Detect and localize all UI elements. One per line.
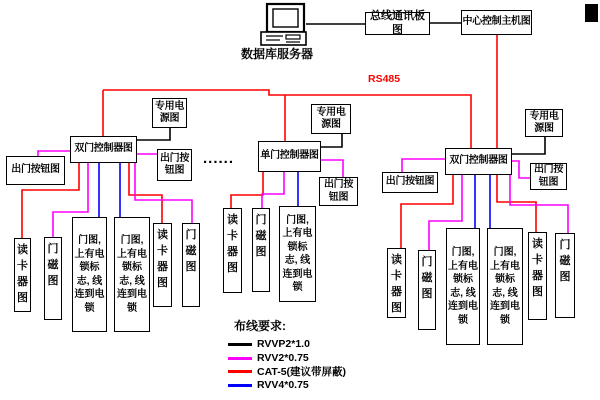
legend-swatch-red <box>228 370 252 373</box>
wire <box>402 159 445 172</box>
comm-power-wires <box>137 23 545 154</box>
controller-right-box: 双门控制器图 <box>445 148 512 175</box>
card-reader-box: 读卡器图 <box>528 232 547 320</box>
legend-item-cat5: CAT-5(建议带屏蔽) <box>228 365 346 377</box>
exit-button-left-2-box: 出门按钮图 <box>157 149 192 181</box>
legend-item-rvv2: RVV2*0.75 <box>228 352 309 364</box>
door-magnet-box: 门磁图 <box>555 233 575 318</box>
door-with-lock-box: 门图,上有电锁标志, 线连到电锁 <box>114 217 150 332</box>
door-magnet-box: 门磁图 <box>44 237 62 320</box>
wire <box>512 137 545 154</box>
card-reader-box: 读卡器图 <box>387 248 406 318</box>
psu-right-box: 专用电源图 <box>525 109 563 137</box>
wire <box>137 128 170 140</box>
exit-button-right-2-box: 出门按钮图 <box>530 163 567 190</box>
door-magnet-box: 门磁图 <box>182 223 200 307</box>
computer-icon <box>261 4 306 45</box>
bus-board-box: 总线通讯板图 <box>365 12 430 35</box>
exit-button-right-1-box: 出门按钮图 <box>382 172 438 193</box>
card-reader-box: 读卡器图 <box>153 223 172 307</box>
psu-left-box: 专用电源图 <box>152 98 187 128</box>
door-magnet-box: 门磁图 <box>418 250 436 330</box>
exit-button-left-1-box: 出门按钮图 <box>6 156 65 185</box>
wire <box>262 172 284 208</box>
wire <box>512 161 530 178</box>
door-with-lock-box: 门图,上有电锁标志, 线连到电锁 <box>279 206 316 302</box>
card-reader-box: 读卡器图 <box>14 238 31 312</box>
psu-middle-box: 专用电源图 <box>311 104 351 134</box>
door-magnet-box: 门磁图 <box>252 208 270 292</box>
card-reader-box: 读卡器图 <box>223 208 242 293</box>
legend-item-rvv4: RVV4*0.75 <box>228 379 309 391</box>
door-with-lock-box: 门图,上有电锁标志, 线连到电锁 <box>72 217 107 332</box>
central-host-box: 中心控制主机图 <box>461 10 532 35</box>
door-with-lock-box: 门图,上有电锁标志, 线连到电锁 <box>446 228 480 345</box>
legend-item-rvvp2: RVVP2*1.0 <box>228 338 310 350</box>
wire <box>321 160 343 177</box>
ellipsis-more-controllers: ...... <box>203 150 235 167</box>
wire <box>321 133 342 147</box>
exit-button-middle-box: 出门按钮图 <box>319 177 358 206</box>
legend-title: 布线要求: <box>234 319 286 333</box>
legend-swatch-blue <box>228 384 252 387</box>
controller-left-box: 双门控制器图 <box>70 136 137 163</box>
legend-swatch-magenta <box>228 357 252 360</box>
door-with-lock-box: 门图,上有电锁标志, 线连到电锁 <box>487 228 523 345</box>
rs485-label: RS485 <box>368 73 401 85</box>
database-server-label: 数据库服务器 <box>241 47 314 61</box>
corner-marker <box>585 4 598 22</box>
legend-swatch-black <box>228 343 252 346</box>
wire <box>231 172 263 208</box>
controller-middle-box: 单门控制器图 <box>258 141 321 172</box>
